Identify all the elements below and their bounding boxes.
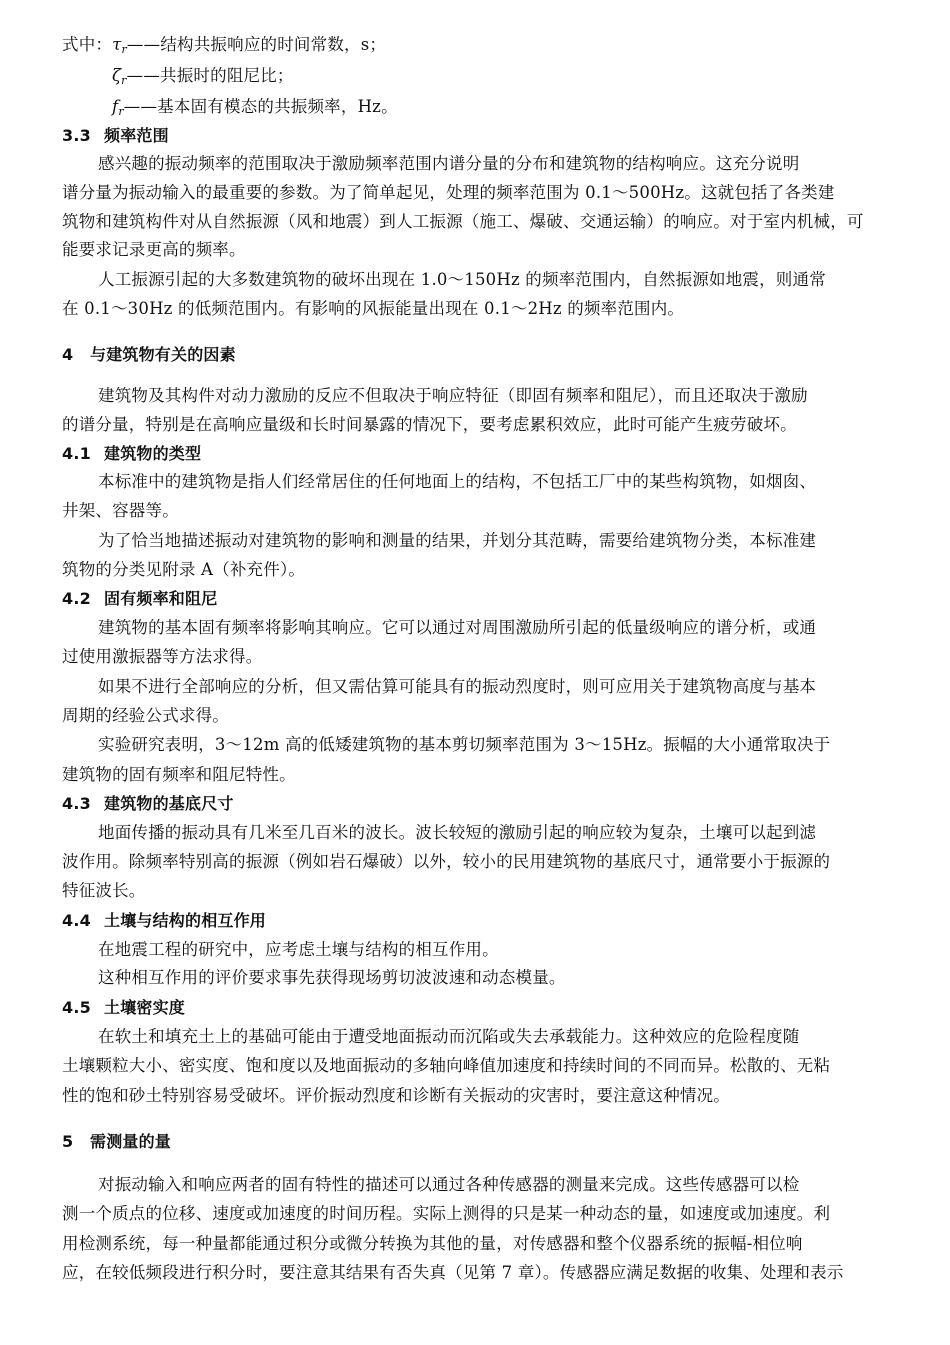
section-title: 频率范围 — [104, 126, 169, 145]
text-line: 人工振源引起的大多数建筑物的破坏出现在 1.0～150Hz 的频率范围内，自然振源如地震，则通常 — [98, 270, 826, 289]
text-line: 过使用激振器等方法求得。 — [62, 647, 263, 666]
text-line: 如果不进行全部响应的分析，但又需估算可能具有的振动烈度时，则可应用关于建筑物高度与基本 — [98, 677, 817, 696]
text-line: 筑物和建筑构件对从自然振源（风和地震）到人工振源（施工、爆破、交通运输）的响应。对于室内机械，可 — [62, 212, 864, 231]
section-number: 4.2 — [62, 589, 91, 608]
symbol-subscript: r — [118, 105, 124, 118]
definition-text: ——结构共振响应的时间常数，s； — [126, 35, 387, 54]
section-number: 5 — [62, 1132, 74, 1151]
text-line: 土壤颗粒大小、密实度、饱和度以及地面振动的多轴向峰值加速度和持续时间的不同而异。松散的、无粘 — [62, 1056, 831, 1075]
section-heading-3-3 — [62, 124, 169, 148]
text-line: 地面传播的振动具有几米至几百米的波长。波长较短的激励引起的响应较为复杂，土壤可以起到滤 — [98, 823, 817, 842]
symbol-subscript: r — [121, 43, 127, 56]
text-line: 建筑物的固有频率和阻尼特性。 — [62, 765, 296, 784]
section-title: 建筑物的基底尺寸 — [104, 794, 234, 813]
section-number: 4.4 — [62, 911, 91, 930]
section-heading-4-2 — [62, 587, 217, 611]
text-line: 井架、容器等。 — [62, 501, 179, 520]
section-number: 4 — [62, 345, 74, 364]
text-line: 用检测系统，每一种量都能通过积分或微分转换为其他的量，对传感器和整个仪器系统的振幅-相位响 — [62, 1234, 803, 1253]
section-heading-4 — [62, 343, 236, 367]
section-number: 4.5 — [62, 998, 91, 1017]
text-line: 实验研究表明，3～12m 高的低矮建筑物的基本剪切频率范围为 3～15Hz。振幅的大小通常取决于 — [98, 735, 831, 754]
text-line: 在地震工程的研究中，应考虑土壤与结构的相互作用。 — [98, 940, 499, 959]
text-line: 为了恰当地描述振动对建筑物的影响和测量的结果，并划分其范畴，需要给建筑物分类，本标准建 — [98, 531, 817, 550]
text-line: 建筑物及其构件对动力激励的反应不但取决于响应特征（即固有频率和阻尼），而且还取决于激励 — [98, 386, 808, 405]
section-number: 3.3 — [62, 126, 91, 145]
section-title: 固有频率和阻尼 — [104, 589, 218, 608]
symbol-tau: τ — [112, 35, 122, 54]
text-line: 在 0.1～30Hz 的低频范围内。有影响的风振能量出现在 0.1～2Hz 的频率范围内。 — [62, 299, 685, 318]
definition-line-tau — [62, 33, 386, 62]
definition-text: ——共振时的阻尼比； — [126, 66, 294, 85]
text-line: 能要求记录更高的频率。 — [62, 240, 246, 259]
text-line: 特征波长。 — [62, 881, 146, 900]
section-title: 需测量的量 — [90, 1132, 172, 1151]
text-line: 本标准中的建筑物是指人们经常居住的任何地面上的结构，不包括工厂中的某些构筑物，如烟囱、 — [98, 472, 817, 491]
text-line: 测一个质点的位移、速度或加速度的时间历程。实际上测得的只是某一种动态的量，如速度或加速度。利 — [62, 1204, 831, 1223]
text-line: 这种相互作用的评价要求事先获得现场剪切波波速和动态模量。 — [98, 968, 566, 987]
symbol-f: f — [112, 97, 119, 116]
section-heading-4-3 — [62, 792, 234, 816]
section-number: 4.1 — [62, 444, 91, 463]
text-line: 的谱分量，特别是在高响应量级和长时间暴露的情况下，要考虑累积效应，此时可能产生疲劳破坏。 — [62, 415, 797, 434]
definition-prefix: 式中： — [62, 35, 113, 54]
text-line: 应，在较低频段进行积分时，要注意其结果有否失真（见第 7 章）。传感器应满足数据的收集、处理和表示 — [62, 1263, 844, 1282]
symbol-subscript: r — [121, 74, 127, 87]
section-heading-4-5 — [62, 996, 185, 1020]
text-line: 感兴趣的振动频率的范围取决于激励频率范围内谱分量的分布和建筑物的结构响应。这充分说明 — [98, 154, 800, 173]
definition-line-f — [112, 95, 398, 124]
section-heading-5 — [62, 1130, 171, 1154]
text-line: 波作用。除频率特别高的振源（例如岩石爆破）以外，较小的民用建筑物的基底尺寸，通常要小于振源的 — [62, 852, 831, 871]
text-line: 建筑物的基本固有频率将影响其响应。它可以通过对周围激励所引起的低量级响应的谱分析，或通 — [98, 618, 817, 637]
text-line: 周期的经验公式求得。 — [62, 706, 229, 725]
symbol-zeta: ζ — [112, 66, 122, 85]
text-line: 谱分量为振动输入的最重要的参数。为了简单起见，处理的频率范围为 0.1～500Hz。这就包括了各类建 — [62, 183, 835, 202]
section-title: 土壤与结构的相互作用 — [104, 911, 267, 930]
text-line: 筑物的分类见附录 A（补充件）。 — [62, 560, 306, 579]
definition-text: ——基本固有模态的共振频率，Hz。 — [123, 97, 398, 116]
text-line: 对振动输入和响应两者的固有特性的描述可以通过各种传感器的测量来完成。这些传感器可以检 — [98, 1175, 800, 1194]
section-title: 土壤密实度 — [104, 998, 186, 1017]
section-heading-4-4 — [62, 909, 266, 933]
section-title: 建筑物的类型 — [104, 444, 202, 463]
definition-line-zeta — [112, 64, 294, 93]
text-line: 性的饱和砂土特别容易受破坏。评价振动烈度和诊断有关振动的灾害时，要注意这种情况。 — [62, 1086, 730, 1105]
section-title: 与建筑物有关的因素 — [90, 345, 236, 364]
section-heading-4-1 — [62, 442, 201, 466]
text-line: 在软土和填充土上的基础可能由于遭受地面振动而沉陷或失去承载能力。这种效应的危险程度随 — [98, 1027, 800, 1046]
section-number: 4.3 — [62, 794, 91, 813]
